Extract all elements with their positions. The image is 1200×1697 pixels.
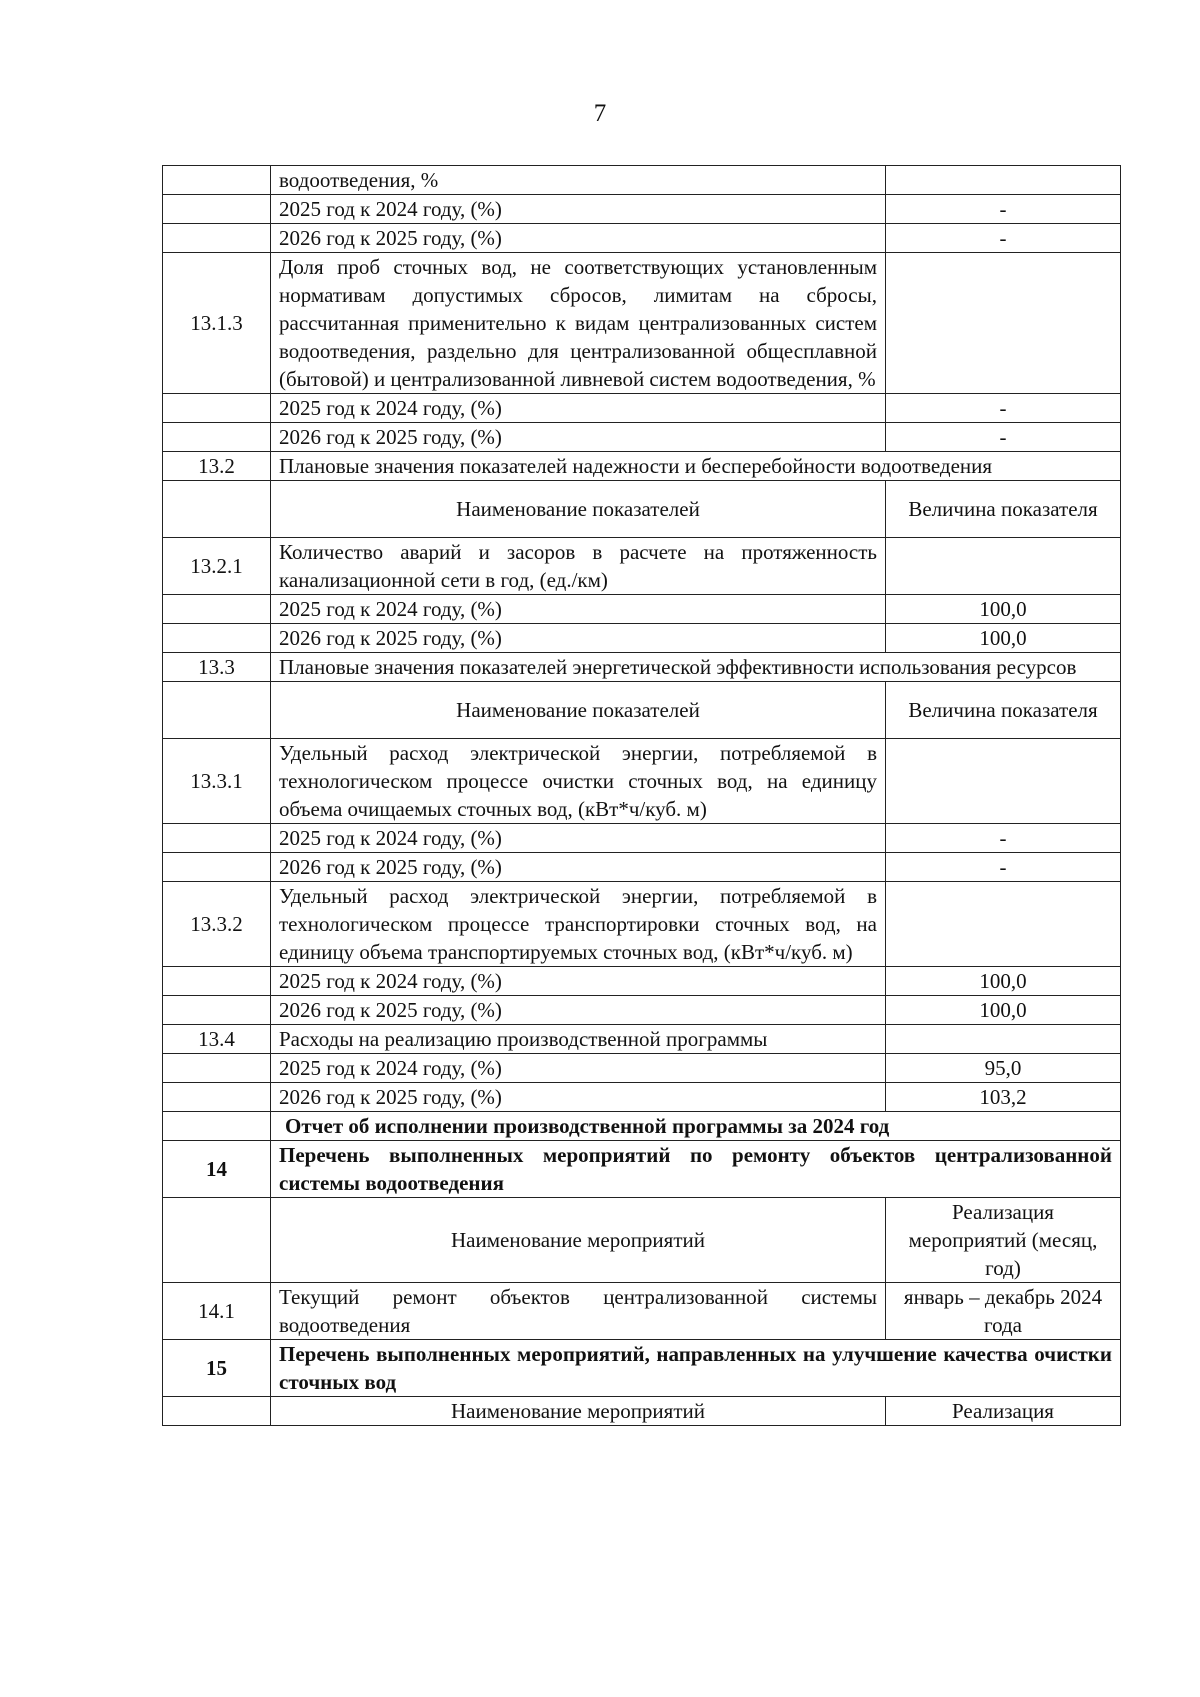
row-number xyxy=(163,166,271,195)
table-row xyxy=(163,824,1121,853)
row-number xyxy=(163,595,271,624)
table-row xyxy=(163,1083,1121,1112)
row-text: 2025 год к 2024 году, (%) xyxy=(271,824,886,853)
table-row xyxy=(163,394,1121,423)
table-row xyxy=(163,967,1121,996)
row-number xyxy=(163,224,271,253)
row-value: - xyxy=(886,423,1121,452)
table-row xyxy=(163,739,1121,824)
row-text: 2026 год к 2025 году, (%) xyxy=(271,624,886,653)
row-value xyxy=(886,253,1121,394)
table-row xyxy=(163,1054,1121,1083)
indicators-table xyxy=(162,165,1121,1426)
row-number: 14 xyxy=(163,1141,271,1198)
section-row xyxy=(163,452,1121,481)
row-text: Расходы на реализацию производственной программы xyxy=(271,1025,886,1054)
row-value: 103,2 xyxy=(886,1083,1121,1112)
row-number xyxy=(163,394,271,423)
row-text: 2026 год к 2025 году, (%) xyxy=(271,996,886,1025)
row-number: 13.2.1 xyxy=(163,538,271,595)
section-title: Плановые значения показателей энергетической эффективности использования ресурсов xyxy=(271,653,1121,682)
row-number: 13.1.3 xyxy=(163,253,271,394)
row-value: январь – декабрь 2024 года xyxy=(886,1283,1121,1340)
row-text: 2025 год к 2024 году, (%) xyxy=(271,595,886,624)
column-header-name: Наименование мероприятий xyxy=(271,1198,886,1283)
row-value: 100,0 xyxy=(886,624,1121,653)
row-text: Удельный расход электрической энергии, потребляемой в технологическом процессе транспортировки сточных вод, на единицу объема транспортируемых сточных вод, (кВт*ч/куб. м) xyxy=(271,882,886,967)
table-row xyxy=(163,1025,1121,1054)
row-number xyxy=(163,1397,271,1426)
row-text: Текущий ремонт объектов централизованной системы водоотведения xyxy=(271,1283,886,1340)
table-row xyxy=(163,195,1121,224)
row-value: - xyxy=(886,224,1121,253)
row-number: 14.1 xyxy=(163,1283,271,1340)
row-text: 2025 год к 2024 году, (%) xyxy=(271,1054,886,1083)
section-title: Перечень выполненных мероприятий по ремонту объектов централизованной системы водоотведения xyxy=(271,1141,1121,1198)
table-row xyxy=(163,1283,1121,1340)
section-title: Перечень выполненных мероприятий, направленных на улучшение качества очистки сточных вод xyxy=(271,1340,1121,1397)
section-title: Плановые значения показателей надежности и бесперебойности водоотведения xyxy=(271,452,1121,481)
report-heading: Отчет об исполнении производственной программы за 2024 год xyxy=(271,1112,1121,1141)
row-number xyxy=(163,967,271,996)
row-number: 15 xyxy=(163,1340,271,1397)
row-number: 13.3.2 xyxy=(163,882,271,967)
table-row xyxy=(163,853,1121,882)
section-row xyxy=(163,1340,1121,1397)
row-number xyxy=(163,682,271,739)
row-value xyxy=(886,538,1121,595)
header-row xyxy=(163,682,1121,739)
column-header-name: Наименование показателей xyxy=(271,481,886,538)
row-text: 2025 год к 2024 году, (%) xyxy=(271,195,886,224)
header-row xyxy=(163,481,1121,538)
page-number: 7 xyxy=(593,100,607,127)
row-text: 2026 год к 2025 году, (%) xyxy=(271,853,886,882)
column-header-name: Наименование мероприятий xyxy=(271,1397,886,1426)
row-text: 2026 год к 2025 году, (%) xyxy=(271,224,886,253)
table-row xyxy=(163,166,1121,195)
header-row xyxy=(163,1198,1121,1283)
row-value xyxy=(886,739,1121,824)
row-number xyxy=(163,1054,271,1083)
row-text: 2025 год к 2024 году, (%) xyxy=(271,394,886,423)
column-header-value: Реализация xyxy=(886,1397,1121,1426)
row-value: 100,0 xyxy=(886,967,1121,996)
row-number: 13.3 xyxy=(163,653,271,682)
row-text: 2026 год к 2025 году, (%) xyxy=(271,1083,886,1112)
row-number xyxy=(163,853,271,882)
table-row xyxy=(163,996,1121,1025)
row-text: Количество аварий и засоров в расчете на протяженность канализационной сети в год, (ед./км) xyxy=(271,538,886,595)
column-header-name: Наименование показателей xyxy=(271,682,886,739)
column-header-value: Реализация мероприятий (месяц, год) xyxy=(886,1198,1121,1283)
row-value: - xyxy=(886,195,1121,224)
row-value: - xyxy=(886,394,1121,423)
row-number xyxy=(163,481,271,538)
row-number xyxy=(163,423,271,452)
header-row xyxy=(163,1397,1121,1426)
section-row xyxy=(163,1141,1121,1198)
row-number xyxy=(163,195,271,224)
row-number xyxy=(163,996,271,1025)
row-number xyxy=(163,624,271,653)
section-row xyxy=(163,653,1121,682)
table-row xyxy=(163,624,1121,653)
row-number xyxy=(163,1112,271,1141)
table-row xyxy=(163,882,1121,967)
table-row xyxy=(163,253,1121,394)
table-row xyxy=(163,423,1121,452)
column-header-value: Величина показателя xyxy=(886,481,1121,538)
row-number xyxy=(163,1083,271,1112)
row-number: 13.4 xyxy=(163,1025,271,1054)
row-value: - xyxy=(886,824,1121,853)
table-row xyxy=(163,224,1121,253)
table-row xyxy=(163,595,1121,624)
row-value xyxy=(886,882,1121,967)
row-value: - xyxy=(886,853,1121,882)
row-value: 100,0 xyxy=(886,595,1121,624)
row-text: 2026 год к 2025 году, (%) xyxy=(271,423,886,452)
report-heading-row xyxy=(163,1112,1121,1141)
row-value xyxy=(886,166,1121,195)
row-number xyxy=(163,1198,271,1283)
table-row xyxy=(163,538,1121,595)
row-text: Удельный расход электрической энергии, потребляемой в технологическом процессе очистки сточных вод, на единицу объема очищаемых сточных вод, (кВт*ч/куб. м) xyxy=(271,739,886,824)
row-text: Доля проб сточных вод, не соответствующих установленным нормативам допустимых сбросов, лимитам на сбросы, рассчитанная применительно к видам централизованных систем водоотведения, раздельно для централизованной общесплавной (бытовой) и централизованной ливневой систем водоотведения, % xyxy=(271,253,886,394)
column-header-value: Величина показателя xyxy=(886,682,1121,739)
row-number xyxy=(163,824,271,853)
row-value xyxy=(886,1025,1121,1054)
row-number: 13.3.1 xyxy=(163,739,271,824)
row-value: 95,0 xyxy=(886,1054,1121,1083)
row-number: 13.2 xyxy=(163,452,271,481)
row-value: 100,0 xyxy=(886,996,1121,1025)
row-text: 2025 год к 2024 году, (%) xyxy=(271,967,886,996)
row-text: водоотведения, % xyxy=(271,166,886,195)
